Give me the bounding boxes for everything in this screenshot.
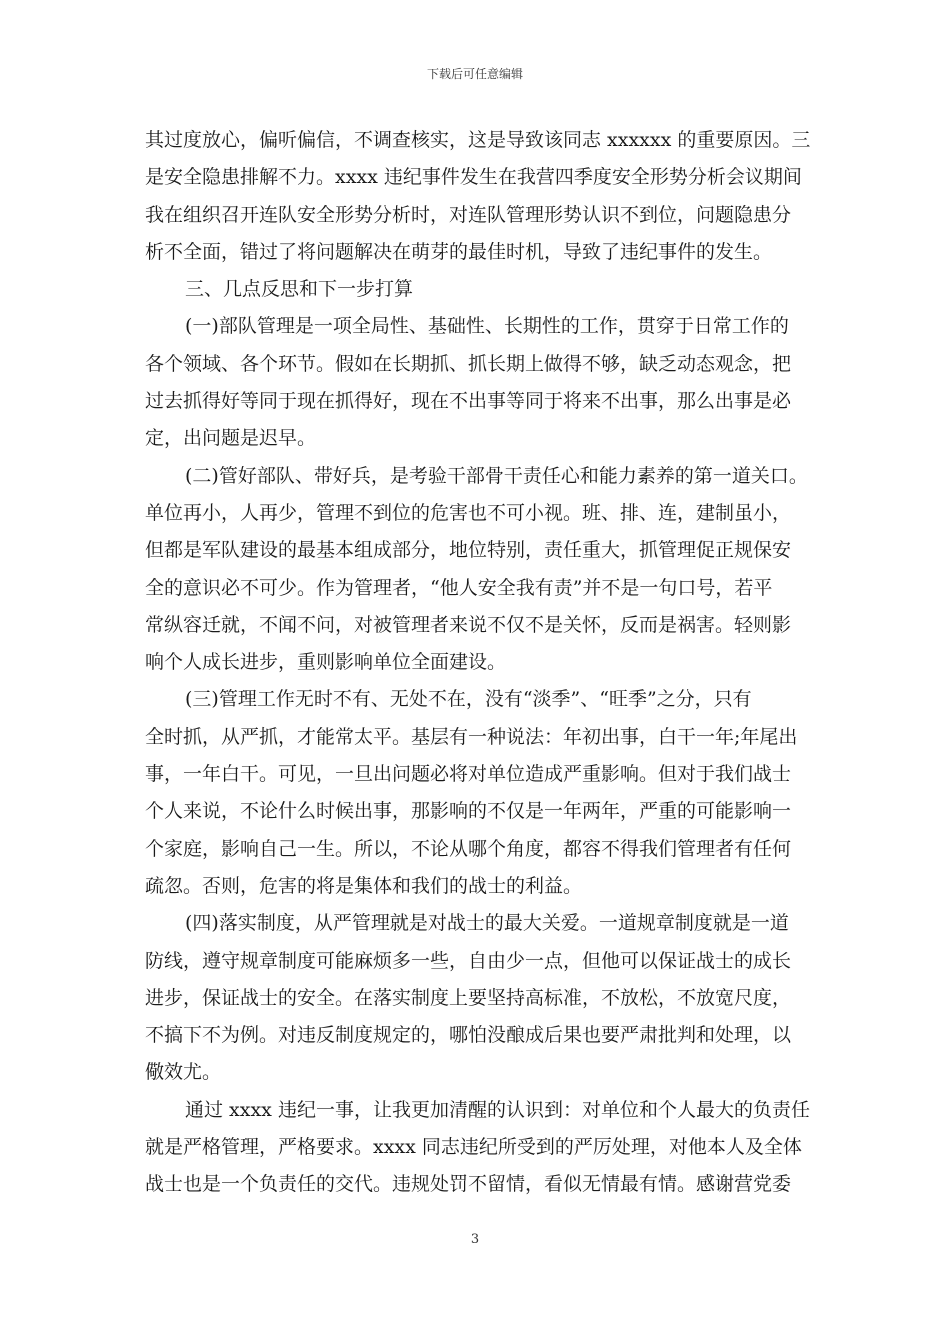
text-line: 不搞下不为例。对违反制度规定的，哪怕没酿成后果也要严肃批判和处理，以 [145, 1024, 792, 1047]
text-line: 全的意识必不可少。作为管理者，“他人安全我有责”并不是一句口号，若平 [145, 576, 773, 599]
page-number: 3 [470, 1232, 480, 1247]
text-line: 我在组织召开连队安全形势分析时，对连队管理形势认识不到位，问题隐患分 [145, 203, 792, 226]
text-line: 通过 xxxx 违纪一事，让我更加清醒的认识到：对单位和个人最大的负责任 [185, 1098, 810, 1121]
text-line: 儆效尤。 [145, 1061, 222, 1084]
text-line: (一)部队管理是一项全局性、基础性、长期性的工作，贯穿于日常工作的 [185, 315, 789, 338]
section-heading: 三、几点反思和下一步打算 [185, 278, 414, 301]
text-line: 个人来说，不论什么时候出事，那影响的不仅是一年两年，严重的可能影响一 [145, 800, 792, 823]
text-line: 析不全面，错过了将问题解决在萌芽的最佳时机，导致了违纪事件的发生。 [145, 240, 773, 263]
text-line: 全时抓，从严抓，才能常太平。基层有一种说法：年初出事，白干一年;年尾出 [145, 725, 798, 748]
text-line: 其过度放心，偏听偏信，不调查核实，这是导致该同志 xxxxxx 的重要原因。三 [145, 129, 811, 151]
text-line: 是安全隐患排解不力。xxxx 违纪事件发生在我营四季度安全形势分析会议期间 [145, 166, 802, 189]
text-line: 响个人成长进步，重则影响单位全面建设。 [145, 651, 507, 674]
text-line: (三)管理工作无时不有、无处不在，没有“淡季”、“旺季”之分，只有 [185, 688, 752, 711]
text-line: 就是严格管理，严格要求。xxxx 同志违纪所受到的严厉处理，对他本人及全体 [145, 1136, 802, 1159]
text-line: 事，一年白干。可见，一旦出问题必将对单位造成严重影响。但对于我们战士 [145, 763, 792, 786]
text-line: 常纵容迁就，不闻不问，对被管理者来说不仅不是关怀，反而是祸害。轻则影 [145, 613, 792, 636]
page-header: 下载后可任意编辑 [426, 67, 523, 81]
text-line: 但都是军队建设的最基本组成部分，地位特别，责任重大，抓管理促正规保安 [145, 539, 792, 562]
text-line: 个家庭，影响自己一生。所以，不论从哪个角度，都容不得我们管理者有任何 [145, 837, 792, 860]
text-line: (四)落实制度，从严管理就是对战士的最大关爱。一道规章制度就是一道 [185, 912, 789, 935]
text-line: 战士也是一个负责任的交代。违规处罚不留情，看似无情最有情。感谢营党委 [145, 1173, 792, 1196]
text-line: 防线，遵守规章制度可能麻烦多一些，自由少一点，但他可以保证战士的成长 [145, 949, 792, 972]
text-line: 单位再小，人再少，管理不到位的危害也不可小视。班、排、连，建制虽小， [145, 501, 792, 524]
text-line: 定，出问题是迟早。 [145, 427, 317, 450]
text-line: 疏忽。否则，危害的将是集体和我们的战士的利益。 [145, 874, 583, 897]
document-body [145, 122, 811, 1204]
text-line: 各个领域、各个环节。假如在长期抓、抓长期上做得不够，缺乏动态观念，把 [145, 352, 792, 375]
text-line: (二)管好部队、带好兵，是考验干部骨干责任心和能力素养的第一道关口。 [185, 464, 808, 487]
text-line: 过去抓得好等同于现在抓得好，现在不出事等同于将来不出事，那么出事是必 [145, 390, 792, 413]
text-line: 进步，保证战士的安全。在落实制度上要坚持高标准，不放松，不放宽尺度， [145, 986, 792, 1009]
